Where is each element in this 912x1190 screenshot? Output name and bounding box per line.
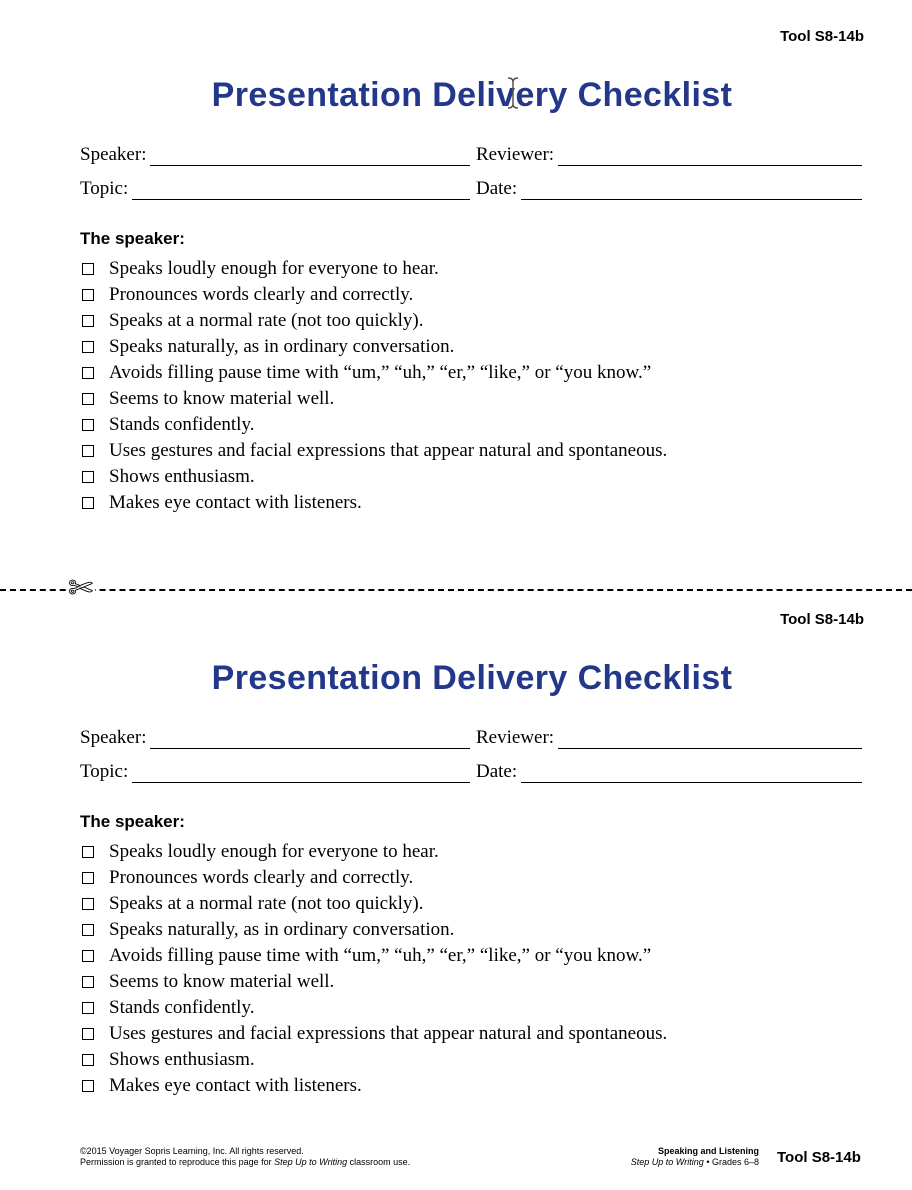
checklist-item[interactable] <box>82 969 667 995</box>
footer-tool-label: Tool S8-14b <box>777 1149 861 1166</box>
item-text: Uses gestures and facial expressions that appear natural and spontaneous. <box>109 440 668 461</box>
footer-right <box>631 1146 759 1168</box>
speaker-line[interactable] <box>150 147 470 166</box>
item-text: Uses gestures and facial expressions that appear natural and spontaneous. <box>109 1023 668 1044</box>
subhead-top: The speaker: <box>80 229 185 248</box>
item-text: Speaks loudly enough for everyone to hear. <box>109 258 439 279</box>
footer-left <box>80 1146 410 1168</box>
checklist-item[interactable] <box>82 1073 667 1099</box>
checkbox[interactable] <box>82 846 94 858</box>
checklist-item[interactable] <box>82 308 667 334</box>
checkbox[interactable] <box>82 341 94 353</box>
checklist-item[interactable] <box>82 256 667 282</box>
book-title: Step Up to Writing <box>630 1157 704 1167</box>
tool-label-bottom: Tool S8-14b <box>780 611 864 628</box>
copyright-text: ©2015 Voyager Sopris Learning, Inc. All rights reserved. <box>80 1146 304 1156</box>
date-line[interactable] <box>521 181 862 200</box>
item-text: Stands confidently. <box>109 997 255 1018</box>
reviewer-label: Reviewer: <box>476 144 555 165</box>
item-text: Speaks naturally, as in ordinary conversation. <box>109 336 455 357</box>
book-grades <box>631 1157 759 1168</box>
checkbox[interactable] <box>82 445 94 457</box>
checkbox[interactable] <box>82 976 94 988</box>
reviewer-line[interactable] <box>558 147 862 166</box>
grades-label: • Grades 6–8 <box>703 1157 759 1167</box>
checkbox[interactable] <box>82 950 94 962</box>
item-text: Speaks at a normal rate (not too quickly). <box>109 310 424 331</box>
text-cursor-icon <box>506 76 520 110</box>
checkbox[interactable] <box>82 1080 94 1092</box>
checkbox[interactable] <box>82 263 94 275</box>
checkbox[interactable] <box>82 1054 94 1066</box>
item-text: Seems to know material well. <box>109 388 335 409</box>
checklist-item[interactable] <box>82 1047 667 1073</box>
checklist-item[interactable] <box>82 1021 667 1047</box>
date-line[interactable] <box>521 764 862 783</box>
item-text: Shows enthusiasm. <box>109 466 255 487</box>
item-text: Avoids filling pause time with “um,” “uh,” “er,” “like,” or “you know.” <box>109 945 652 966</box>
item-text: Makes eye contact with listeners. <box>109 1075 362 1096</box>
reviewer-field-bottom[interactable] <box>476 725 862 749</box>
topic-line[interactable] <box>132 181 470 200</box>
page-title-top: Presentation Delivery Checklist <box>211 76 733 114</box>
checklist-bottom <box>82 839 667 1099</box>
checklist-item[interactable] <box>82 865 667 891</box>
date-label: Date: <box>476 761 518 782</box>
permission-prefix: Permission is granted to reproduce this page for <box>80 1157 275 1167</box>
checkbox[interactable] <box>82 1002 94 1014</box>
scissors-icon: ✄ <box>68 571 94 606</box>
checklist-top <box>82 256 667 516</box>
item-text: Pronounces words clearly and correctly. <box>109 867 414 888</box>
topic-field-bottom[interactable] <box>80 759 470 783</box>
item-text: Speaks loudly enough for everyone to hear. <box>109 841 439 862</box>
topic-line[interactable] <box>132 764 470 783</box>
date-label: Date: <box>476 178 518 199</box>
cut-line <box>0 589 912 591</box>
checkbox[interactable] <box>82 393 94 405</box>
checkbox[interactable] <box>82 367 94 379</box>
checkbox[interactable] <box>82 497 94 509</box>
item-text: Speaks at a normal rate (not too quickly). <box>109 893 424 914</box>
permission-text <box>80 1157 410 1168</box>
checkbox[interactable] <box>82 872 94 884</box>
checklist-item[interactable] <box>82 490 667 516</box>
section-label: Speaking and Listening <box>657 1146 759 1156</box>
checklist-item[interactable] <box>82 282 667 308</box>
checklist-item[interactable] <box>82 386 667 412</box>
speaker-field-top[interactable] <box>80 142 470 166</box>
checkbox[interactable] <box>82 315 94 327</box>
item-text: Makes eye contact with listeners. <box>109 492 362 513</box>
speaker-field-bottom[interactable] <box>80 725 470 749</box>
item-text: Avoids filling pause time with “um,” “uh,” “er,” “like,” or “you know.” <box>109 362 652 383</box>
reviewer-label: Reviewer: <box>476 727 555 748</box>
permission-book-title: Step Up to Writing <box>274 1157 348 1167</box>
topic-field-top[interactable] <box>80 176 470 200</box>
checkbox[interactable] <box>82 898 94 910</box>
item-text: Shows enthusiasm. <box>109 1049 255 1070</box>
subhead-bottom: The speaker: <box>80 812 185 831</box>
checkbox[interactable] <box>82 471 94 483</box>
checkbox[interactable] <box>82 1028 94 1040</box>
item-text: Stands confidently. <box>109 414 255 435</box>
checklist-item[interactable] <box>82 839 667 865</box>
checklist-item[interactable] <box>82 995 667 1021</box>
checkbox[interactable] <box>82 289 94 301</box>
checklist-item[interactable] <box>82 412 667 438</box>
checkbox[interactable] <box>82 924 94 936</box>
date-field-top[interactable] <box>476 176 862 200</box>
reviewer-line[interactable] <box>558 730 862 749</box>
topic-label: Topic: <box>80 761 129 782</box>
checklist-item[interactable] <box>82 943 667 969</box>
date-field-bottom[interactable] <box>476 759 862 783</box>
checklist-item[interactable] <box>82 360 667 386</box>
checklist-item[interactable] <box>82 438 667 464</box>
checklist-item[interactable] <box>82 464 667 490</box>
speaker-line[interactable] <box>150 730 470 749</box>
topic-label: Topic: <box>80 178 129 199</box>
tool-label-top: Tool S8-14b <box>780 28 864 45</box>
checkbox[interactable] <box>82 419 94 431</box>
permission-suffix: classroom use. <box>347 1157 411 1167</box>
item-text: Pronounces words clearly and correctly. <box>109 284 414 305</box>
reviewer-field-top[interactable] <box>476 142 862 166</box>
speaker-label: Speaker: <box>80 727 147 748</box>
checklist-item[interactable] <box>82 891 667 917</box>
page-title-bottom: Presentation Delivery Checklist <box>211 659 733 697</box>
checklist-item[interactable] <box>82 334 667 360</box>
item-text: Speaks naturally, as in ordinary conversation. <box>109 919 455 940</box>
checklist-item[interactable] <box>82 917 667 943</box>
speaker-label: Speaker: <box>80 144 147 165</box>
item-text: Seems to know material well. <box>109 971 335 992</box>
